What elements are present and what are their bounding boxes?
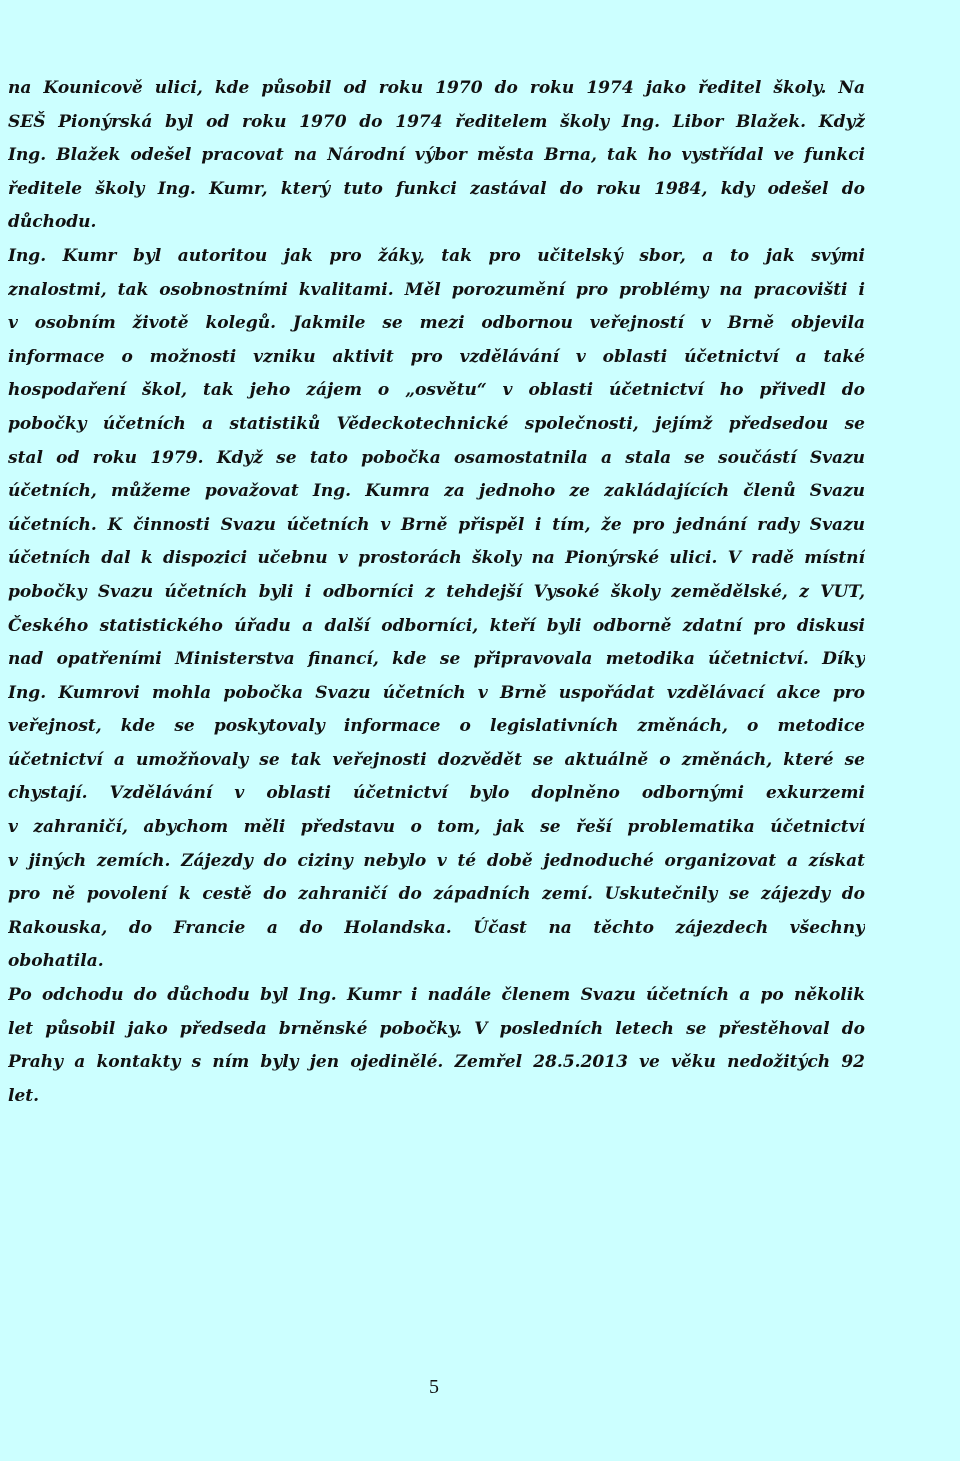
text-line: informace o možnosti vzniku aktivit pro vzdělávání v oblasti účetnictví a také	[8, 346, 865, 367]
text-line: chystají. Vzdělávání v oblasti účetnictví bylo doplněno odbornými exkurzemi	[8, 783, 865, 804]
text-line: stal od roku 1979. Když se tato pobočka osamostatnila a stala se součástí Svazu	[8, 447, 865, 468]
text-line: Prahy a kontakty s ním byly jen ojedinělé. Zemřel 28.5.2013 ve věku nedožitých 92	[8, 1052, 865, 1073]
text-line: pro ně povolení k cestě do zahraničí do západních zemí. Uskutečnily se zájezdy do	[8, 884, 865, 905]
text-line: znalostmi, tak osobnostními kvalitami. Měl porozumění pro problémy na pracovišti i	[8, 279, 865, 300]
text-line: nad opatřeními Ministerstva financí, kde se připravovala metodika účetnictví. Díky	[8, 649, 865, 670]
text-line: účetních. K činnosti Svazu účetních v Brně přispěl i tím, že pro jednání rady Svazu	[8, 514, 865, 535]
text-line: pobočky účetních a statistiků Vědeckotechnické společnosti, jejímž předsedou se	[8, 413, 865, 434]
body-text	[8, 72, 865, 1113]
text-line: Rakouska, do Francie a do Holandska. Účast na těchto zájezdech všechny	[8, 917, 865, 938]
text-line: ředitele školy Ing. Kumr, který tuto funkci zastával do roku 1984, kdy odešel do	[8, 178, 865, 199]
text-line: Po odchodu do důchodu byl Ing. Kumr i nadále členem Svazu účetních a po několik	[8, 985, 865, 1006]
text-line: hospodaření škol, tak jeho zájem o „osvětu“ v oblasti účetnictví ho přivedl do	[8, 380, 865, 401]
text-line: Českého statistického úřadu a další odborníci, kteří byli odborně zdatní pro diskusi	[8, 615, 865, 636]
text-line: účetních, můžeme považovat Ing. Kumra za jednoho ze zakládajících členů Svazu	[8, 481, 865, 502]
page-number: 5	[429, 1376, 439, 1398]
text-line: veřejnost, kde se poskytovaly informace o legislativních změnách, o metodice	[8, 716, 865, 737]
text-line: v osobním životě kolegů. Jakmile se mezi odbornou veřejností v Brně objevila	[8, 313, 865, 334]
text-line: v zahraničí, abychom měli představu o tom, jak se řeší problematika účetnictví	[8, 817, 865, 838]
text-line: let působil jako předseda brněnské pobočky. V posledních letech se přestěhoval do	[8, 1018, 865, 1039]
text-line: Ing. Kumr byl autoritou jak pro žáky, tak pro učitelský sbor, a to jak svými	[8, 245, 865, 266]
text-line: let.	[8, 1085, 40, 1106]
text-line: pobočky Svazu účetních byli i odborníci z tehdejší Vysoké školy zemědělské, z VUT,	[8, 581, 865, 602]
text-line: důchodu.	[8, 212, 97, 233]
text-line: SEŠ Pionýrská byl od roku 1970 do 1974 ředitelem školy Ing. Libor Blažek. Když	[8, 111, 865, 132]
text-line: obohatila.	[8, 951, 104, 972]
text-line: účetnictví a umožňovaly se tak veřejnosti dozvědět se aktuálně o změnách, které se	[8, 749, 865, 770]
text-line: Ing. Blažek odešel pracovat na Národní výbor města Brna, tak ho vystřídal ve funkci	[8, 145, 865, 166]
text-line: Ing. Kumrovi mohla pobočka Svazu účetních v Brně uspořádat vzdělávací akce pro	[8, 682, 865, 703]
text-line: účetních dal k dispozici učebnu v prostorách školy na Pionýrské ulici. V radě místní	[8, 548, 865, 569]
text-line: v jiných zemích. Zájezdy do ciziny nebylo v té době jednoduché organizovat a získat	[8, 850, 865, 871]
text-line: na Kounicově ulici, kde působil od roku 1970 do roku 1974 jako ředitel školy. Na	[8, 78, 865, 98]
